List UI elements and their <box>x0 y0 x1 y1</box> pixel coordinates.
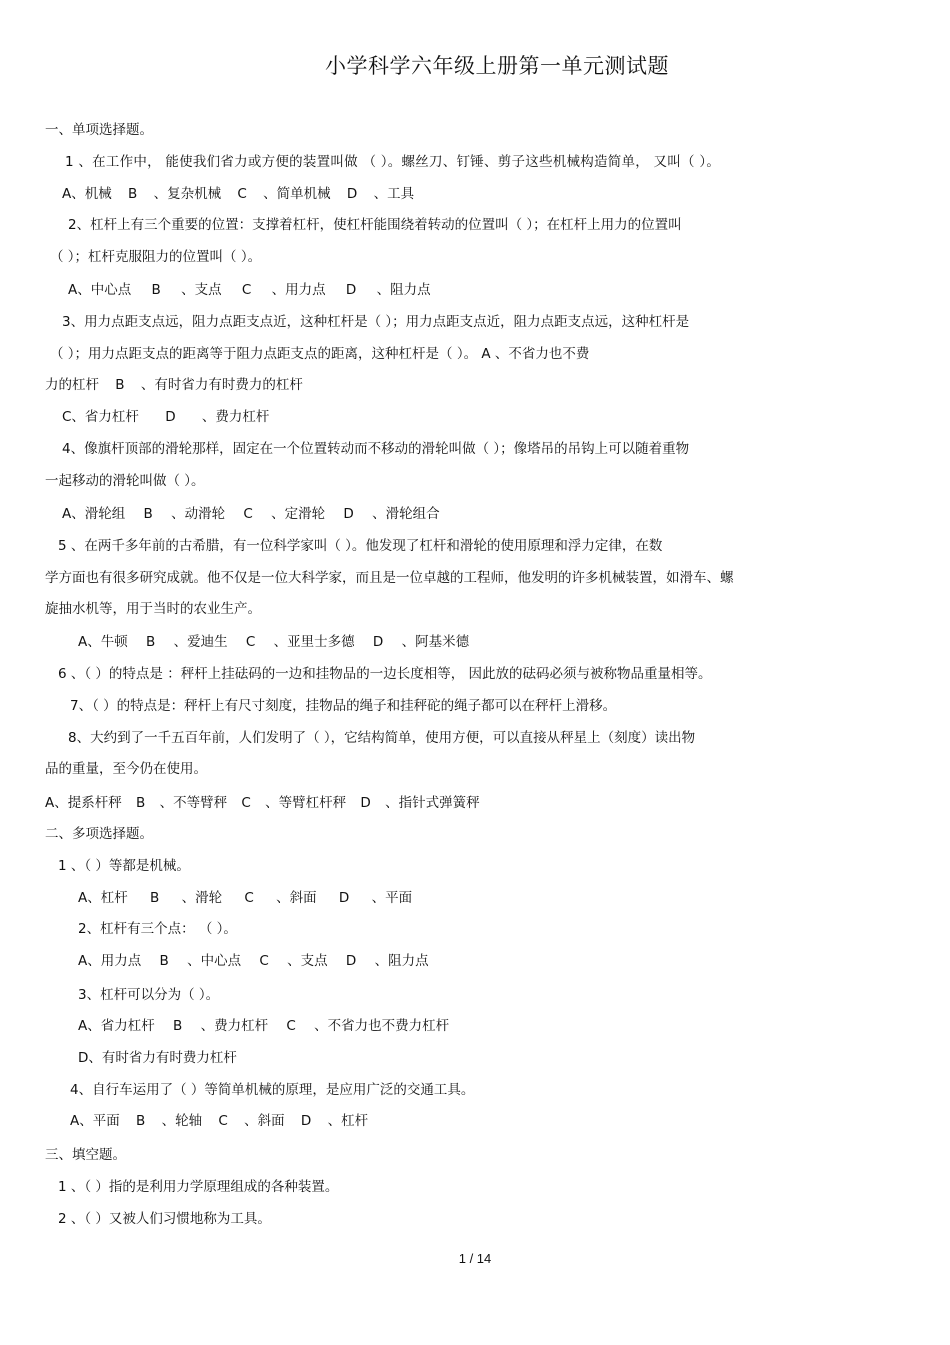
section-heading-2: 二、多项选择题。 <box>45 826 153 842</box>
question-line: 1 、（ ）等都是机械。 <box>58 858 190 874</box>
page-number: 1 / 14 <box>458 1251 492 1266</box>
options-line: A、中心点 B 、支点 C 、用力点 D 、阻力点 <box>68 282 431 298</box>
question-line: 1 、（ ）指的是利用力学原理组成的各种装置。 <box>58 1179 339 1195</box>
question-line: 7、（ ）的特点是：秤杆上有尺寸刻度，挂物品的绳子和挂秤砣的绳子都可以在秤杆上滑移。 <box>70 698 617 714</box>
document-title: 小学科学六年级上册第一单元测试题 <box>325 54 669 78</box>
section-heading-3: 三、填空题。 <box>45 1147 126 1163</box>
options-line: A、平面 B 、轮轴 C 、斜面 D 、杠杆 <box>70 1113 369 1129</box>
question-line: 6 、（ ）的特点是 ：秤杆上挂砝码的一边和挂物品的一边长度相等， 因此放的砝码必须与被称物品重量相等。 <box>58 666 712 682</box>
options-line: D、有时省力有时费力杠杆 <box>78 1050 237 1066</box>
question-line: （ ）；用力点距支点的距离等于阻力点距支点的距离，这种杠杆是（ ）。 A 、不省力也不费 <box>50 346 590 362</box>
options-line: A、机械 B 、复杂机械 C 、简单机械 D 、工具 <box>62 186 415 202</box>
question-line: 一起移动的滑轮叫做（ ）。 <box>45 473 205 489</box>
options-line: A、提系杆秤 B 、不等臂秤 C 、等臂杠杆秤 D 、指针式弹簧秤 <box>45 795 480 811</box>
options-line: A、省力杠杆 B 、费力杠杆 C 、不省力也不费力杠杆 <box>78 1018 450 1034</box>
question-line: 4、自行车运用了（ ）等简单机械的原理，是应用广泛的交通工具。 <box>70 1082 475 1098</box>
question-line: 3、杠杆可以分为（ ）。 <box>78 987 220 1003</box>
options-line: A、用力点 B 、中心点 C 、支点 D 、阻力点 <box>78 953 429 969</box>
options-line: C、省力杠杆 D 、费力杠杆 <box>62 409 270 425</box>
question-line: 2、杠杆有三个点： （ ）。 <box>78 921 237 937</box>
question-line: 5 、在两千多年前的古希腊，有一位科学家叫（ ）。他发现了杠杆和滑轮的使用原理和浮力定律，在数 <box>58 538 663 554</box>
question-line: 2 、（ ）又被人们习惯地称为工具。 <box>58 1211 271 1227</box>
question-line: （ ）；杠杆克服阻力的位置叫（ ）。 <box>50 249 262 265</box>
options-line: A、牛顿 B 、爱迪生 C 、亚里士多德 D 、阿基米德 <box>78 634 470 650</box>
section-heading-1: 一、单项选择题。 <box>45 122 153 138</box>
question-line: 8、大约到了一千五百年前，人们发明了（ ），它结构简单，使用方便，可以直接从秤星上（刻度）读出物 <box>68 730 696 746</box>
question-line: 4、像旗杆顶部的滑轮那样，固定在一个位置转动而不移动的滑轮叫做（ ）；像塔吊的吊钩上可以随着重物 <box>62 441 690 457</box>
question-line: 1 、在工作中， 能使我们省力或方便的装置叫做 （ ）。螺丝刀、钉锤、剪子这些机械构造简单， 又叫（ ）。 <box>65 154 721 170</box>
question-line: 2、杠杆上有三个重要的位置：支撑着杠杆，使杠杆能围绕着转动的位置叫（ ）；在杠杆上用力的位置叫 <box>68 217 682 233</box>
question-line: 3、用力点距支点远，阻力点距支点近，这种杠杆是（ ）；用力点距支点近，阻力点距支点远，这种杠杆是 <box>62 314 690 330</box>
question-line: 旋抽水机等，用于当时的农业生产。 <box>45 601 261 617</box>
question-line: 学方面也有很多研究成就。他不仅是一位大科学家，而且是一位卓越的工程师，他发明的许多机械装置，如滑车、螺 <box>45 570 734 586</box>
question-line: 力的杠杆 B 、有时省力有时费力的杠杆 <box>45 377 303 393</box>
options-line: A、杠杆 B 、滑轮 C 、斜面 D 、平面 <box>78 890 413 906</box>
question-line: 品的重量，至今仍在使用。 <box>45 761 207 777</box>
options-line: A、滑轮组 B 、动滑轮 C 、定滑轮 D 、滑轮组合 <box>62 506 440 522</box>
